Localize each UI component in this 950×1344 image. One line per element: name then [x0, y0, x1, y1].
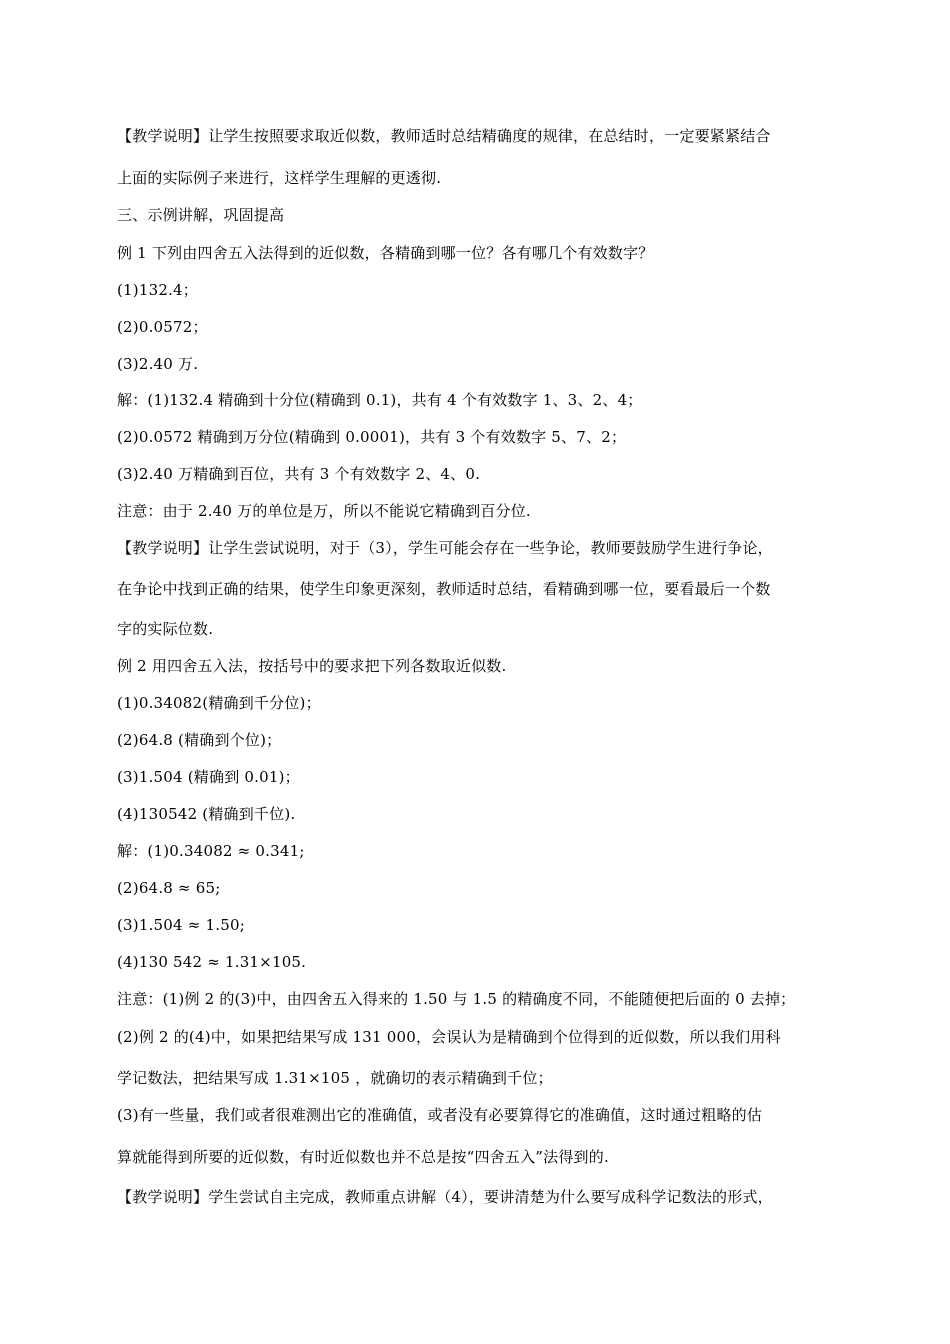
teaching-note-2-line-3: 字的实际位数. [117, 620, 214, 638]
teaching-note-2-line-2: 在争论中找到正确的结果，使学生印象更深刻，教师适时总结，看精确到哪一位，要看最后一个数 [117, 580, 771, 598]
example-2-solution-2: (2)64.8 ≈ 65; [117, 879, 221, 897]
example-2-solution-1: 解：(1)0.34082 ≈ 0.341; [117, 842, 305, 860]
example-2-note-2-line-2: 学记数法，把结果写成 1.31×105 ，就确切的表示精确到千位； [117, 1069, 553, 1087]
example-2-solution-3: (3)1.504 ≈ 1.50; [117, 916, 245, 934]
example-2-note-2-line-1: (2)例 2 的(4)中，如果把结果写成 131 000，会误认为是精确到个位得到的近似数，所以我们用科 [117, 1028, 781, 1046]
example-2-note-3-line-1: (3)有一些量，我们或者很难测出它的准确值，或者没有必要算得它的准确值，这时通过粗略的估 [117, 1106, 763, 1124]
example-2-prompt: 例 2 用四舍五入法，按括号中的要求把下列各数取近似数. [117, 657, 507, 675]
example-1-solution-3: (3)2.40 万精确到百位，共有 3 个有效数字 2、4、0. [117, 465, 481, 483]
example-1-item-1: (1)132.4； [117, 281, 198, 299]
teaching-note-2-line-1: 【教学说明】让学生尝试说明，对于（3），学生可能会存在一些争论，教师要鼓励学生进行争论， [117, 539, 773, 557]
example-2-item-2: (2)64.8 (精确到个位)； [117, 731, 282, 749]
example-1-item-2: (2)0.0572； [117, 318, 208, 336]
example-2-note-3-line-2: 算就能得到所要的近似数，有时近似数也并不总是按“四舍五入”法得到的. [117, 1148, 609, 1166]
example-1-item-3: (3)2.40 万. [117, 355, 199, 373]
teaching-note-3-line-1: 【教学说明】学生尝试自主完成，教师重点讲解（4），要讲清楚为什么要写成科学记数法的形式， [117, 1188, 773, 1206]
teaching-note-1-line-2: 上面的实际例子来进行，这样学生理解的更透彻. [117, 169, 442, 187]
example-2-item-4: (4)130542 (精确到千位). [117, 805, 296, 823]
example-2-item-1: (1)0.34082(精确到千分位)； [117, 694, 321, 712]
example-2-note-1: 注意：(1)例 2 的(3)中，由四舍五入得来的 1.50 与 1.5 的精确度不同，不能随便把后面的 0 去掉； [117, 990, 796, 1008]
example-1-solution-1: 解：(1)132.4 精确到十分位(精确到 0.1)，共有 4 个有效数字 1、3、2、4； [117, 391, 643, 409]
section-heading: 三、示例讲解，巩固提高 [117, 206, 285, 224]
example-1-note: 注意：由于 2.40 万的单位是万，所以不能说它精确到百分位. [117, 502, 531, 520]
example-1-solution-2: (2)0.0572 精确到万分位(精确到 0.0001)，共有 3 个有效数字 5、7、2； [117, 428, 627, 446]
example-1-prompt: 例 1 下列由四舍五入法得到的近似数，各精确到哪一位？各有哪几个有效数字？ [117, 244, 654, 262]
example-2-item-3: (3)1.504 (精确到 0.01)； [117, 768, 300, 786]
example-2-solution-4: (4)130 542 ≈ 1.31×105. [117, 953, 307, 971]
teaching-note-1-line-1: 【教学说明】让学生按照要求取近似数，教师适时总结精确度的规律，在总结时，一定要紧紧结合 [117, 127, 771, 145]
